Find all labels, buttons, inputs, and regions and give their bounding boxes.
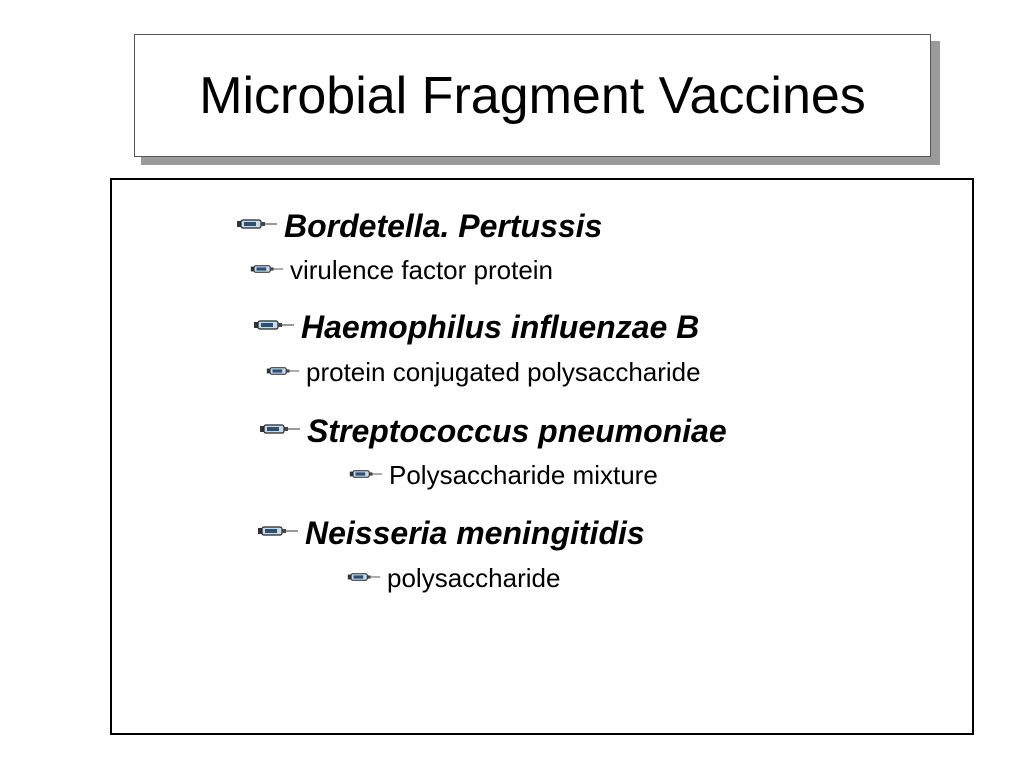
- bullet-item: [253, 309, 699, 346]
- bullet-subitem: [266, 357, 701, 388]
- item-name: Neisseria meningitidis: [305, 515, 645, 551]
- item-detail: Polysaccharide mixture: [389, 460, 658, 490]
- title-box: [134, 34, 931, 157]
- syringe-icon: [257, 524, 299, 543]
- bullet-subitem: [250, 255, 553, 286]
- bullet-item: [259, 413, 727, 450]
- syringe-icon: [349, 467, 383, 485]
- item-name: Bordetella. Pertussis: [284, 208, 603, 244]
- item-detail: protein conjugated polysaccharide: [306, 357, 701, 387]
- bullet-subitem: [347, 563, 560, 594]
- bullet-subitem: [349, 460, 658, 491]
- slide-title: Microbial Fragment Vaccines: [199, 66, 866, 125]
- syringe-icon: [253, 318, 295, 337]
- syringe-icon: [236, 217, 278, 236]
- item-name: Haemophilus influenzae B: [301, 309, 700, 345]
- syringe-icon: [250, 262, 284, 280]
- syringe-icon: [259, 422, 301, 441]
- item-detail: virulence factor protein: [290, 255, 554, 285]
- syringe-icon: [266, 364, 300, 382]
- bullet-item: [236, 208, 602, 245]
- item-name: Streptococcus pneumoniae: [307, 413, 727, 449]
- syringe-icon: [347, 570, 381, 588]
- item-detail: polysaccharide: [387, 563, 561, 593]
- bullet-item: [257, 515, 645, 552]
